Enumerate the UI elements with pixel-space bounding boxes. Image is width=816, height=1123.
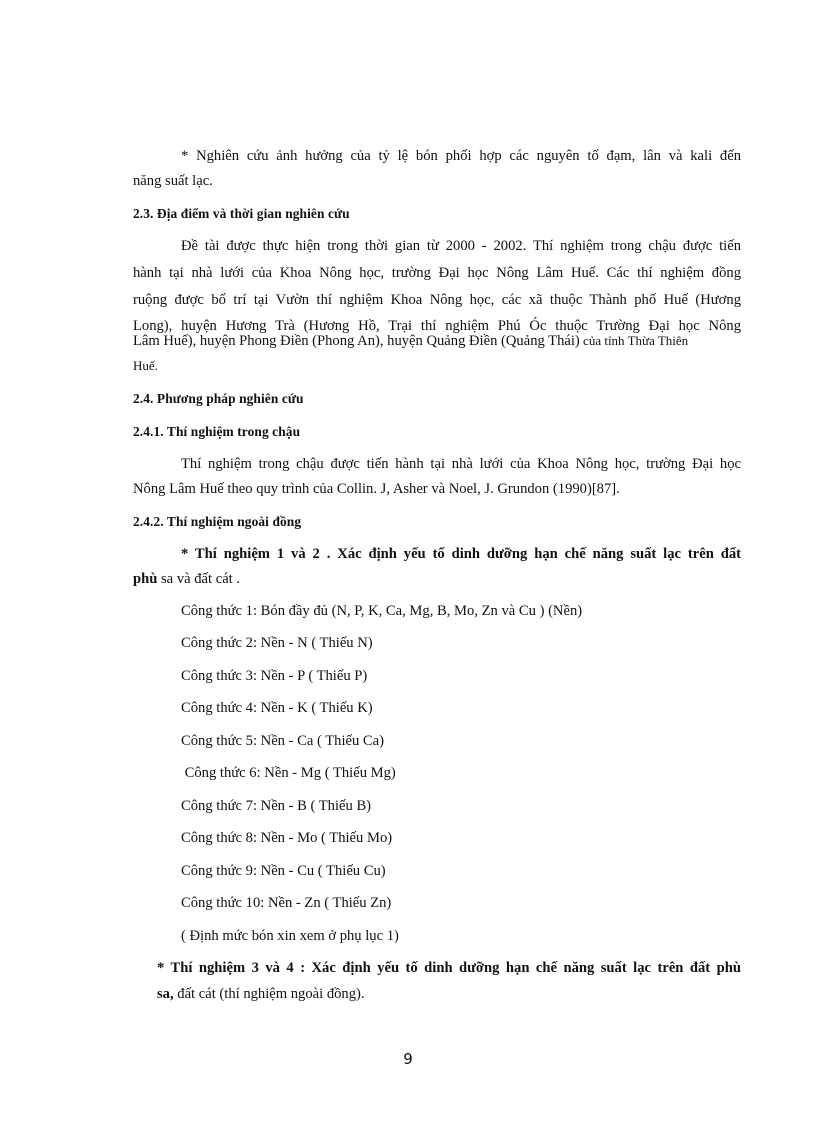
section-2-3-heading: 2.3. Địa điểm và thời gian nghiên cứu xyxy=(133,206,350,221)
section-2-3-paragraph-line: Đề tài được thực hiện trong thời gian từ 2000 - 2002. Thí nghiệm trong chậu được tiến xyxy=(181,238,741,254)
section-2-4-heading: 2.4. Phương pháp nghiên cứu xyxy=(133,391,304,406)
formula-item: Công thức 4: Nền - K ( Thiếu K) xyxy=(181,700,373,716)
experiment-1-2-heading-line: * Thí nghiệm 1 và 2 . Xác định yếu tố dinh dưỡng hạn chế năng suất lạc trên đất xyxy=(181,546,741,562)
formula-item: Công thức 7: Nền - B ( Thiếu B) xyxy=(181,798,372,814)
section-2-3-paragraph-line: hành tại nhà lưới của Khoa Nông học, trường Đại học Nông Lâm Huế. Các thí nghiệm đồng xyxy=(133,265,741,281)
experiment-3-4-heading-line xyxy=(157,984,741,1004)
formula-item: Công thức 6: Nền - Mg ( Thiếu Mg) xyxy=(181,765,396,781)
section-2-4-2-heading: 2.4.2. Thí nghiệm ngoài đồng xyxy=(133,514,302,529)
section-2-4-1-paragraph-line: Thí nghiệm trong chậu được tiến hành tại nhà lưới của Khoa Nông học, trường Đại học xyxy=(181,456,741,472)
plain-text: đất cát (thí nghiệm ngoài đồng). xyxy=(173,986,365,1002)
formula-item: Công thức 9: Nền - Cu ( Thiếu Cu) xyxy=(181,863,386,879)
formula-item: Công thức 10: Nền - Zn ( Thiếu Zn) xyxy=(181,895,392,911)
section-2-4-1-heading: 2.4.1. Thí nghiệm trong chậu xyxy=(133,424,301,439)
intro-paragraph-line: năng suất lạc. xyxy=(133,173,213,189)
bold-text: sa, xyxy=(157,986,174,1002)
page-number: 9 xyxy=(403,1050,413,1068)
formula-item: Công thức 3: Nền - P ( Thiếu P) xyxy=(181,668,368,684)
fertilizer-note: ( Định mức bón xin xem ở phụ lục 1) xyxy=(181,928,399,944)
formula-item: Công thức 8: Nền - Mo ( Thiếu Mo) xyxy=(181,830,393,846)
intro-paragraph-line: * Nghiên cứu ảnh hưởng của tỷ lệ bón phối hợp các nguyên tố đạm, lân và kali đến xyxy=(181,148,741,164)
paragraph-text-small: của tỉnh Thừa Thiên xyxy=(579,333,689,348)
experiment-1-2-heading-line xyxy=(133,569,741,589)
formula-item: Công thức 2: Nền - N ( Thiếu N) xyxy=(181,635,373,651)
section-2-3-paragraph-line xyxy=(133,331,741,351)
section-2-3-paragraph-line: ruộng được bố trí tại Vườn thí nghiệm Khoa Nông học, các xã thuộc Thành phố Huế (Hương xyxy=(133,292,741,308)
bold-text: phù xyxy=(133,571,158,587)
section-2-3-paragraph-line: Huế. xyxy=(133,358,158,373)
paragraph-text: Lâm Huế), huyện Phong Điền (Phong An), huyện Quảng Điền (Quảng Thái) xyxy=(133,333,580,349)
section-2-3-paragraph-line: Long), huyện Hương Trà (Hương Hồ, Trại thí nghiệm Phú Óc thuộc Trường Đại học Nông xyxy=(133,318,741,334)
section-2-4-1-paragraph-line: Nông Lâm Huế theo quy trình của Collin. J, Asher và Noel, J. Grundon (1990)[87]. xyxy=(133,481,620,497)
plain-text: sa và đất cát . xyxy=(157,571,241,587)
formula-item: Công thức 5: Nền - Ca ( Thiếu Ca) xyxy=(181,733,384,749)
experiment-3-4-heading-line: * Thí nghiệm 3 và 4 : Xác định yếu tố dinh dưỡng hạn chế năng suất lạc trên đất phù xyxy=(157,960,741,976)
formula-item: Công thức 1: Bón đầy đủ (N, P, K, Ca, Mg, B, Mo, Zn và Cu ) (Nền) xyxy=(181,603,583,619)
